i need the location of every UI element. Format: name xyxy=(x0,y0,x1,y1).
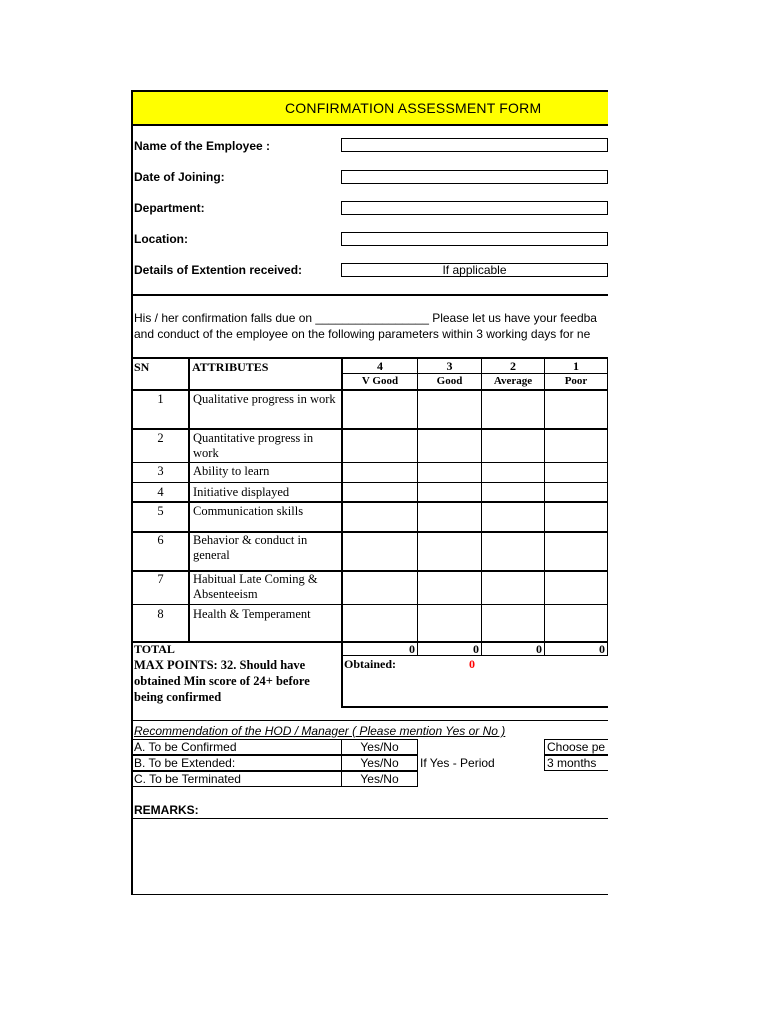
total-value: 0 xyxy=(409,642,415,656)
row-attribute: Ability to learn xyxy=(193,464,270,478)
rating-4-score: 4 xyxy=(377,359,383,373)
period-header: Choose pe xyxy=(544,739,608,755)
location-field[interactable] xyxy=(341,232,608,246)
fields-bottom-border xyxy=(131,294,608,296)
row-attribute: Habitual Late Coming & Absenteeism xyxy=(193,572,318,601)
rating-1-score: 1 xyxy=(573,359,579,373)
department-label: Department: xyxy=(134,201,205,215)
extension-details-label: Details of Extention received: xyxy=(134,263,303,277)
recommendation-top-border xyxy=(131,720,608,721)
row-attribute: Qualitative progress in work xyxy=(193,392,336,406)
recommendation-value[interactable]: Yes/No xyxy=(341,771,418,787)
attributes-header: ATTRIBUTES xyxy=(192,360,269,374)
row-attribute: Behavior & conduct in general xyxy=(193,533,308,562)
date-of-joining-label: Date of Joining: xyxy=(134,170,225,184)
remarks-label: REMARKS: xyxy=(134,803,199,817)
department-field[interactable] xyxy=(341,201,608,215)
max-points-note: MAX POINTS: 32. Should have obtained Min score of 24+ before being confirmed xyxy=(134,658,310,704)
total-label: TOTAL xyxy=(134,642,175,656)
rating-3-label: Good xyxy=(436,375,463,387)
recommendation-label: C. To be Terminated xyxy=(131,771,342,787)
row-sn: 7 xyxy=(157,572,164,586)
rating-3-score: 3 xyxy=(446,359,453,373)
instruction-line-1: His / her confirmation falls due on _________________ Please let us have your feedba xyxy=(134,311,597,325)
rating-1-label: Poor xyxy=(564,375,588,387)
obtained-label: Obtained: xyxy=(344,657,397,671)
recommendation-heading: Recommendation of the HOD / Manager ( Please mention Yes or No ) xyxy=(134,724,506,738)
period-select[interactable]: 3 months xyxy=(544,755,608,771)
remarks-area[interactable] xyxy=(133,819,608,894)
if-yes-period-label: If Yes - Period xyxy=(420,756,495,770)
total-value: 0 xyxy=(599,642,605,656)
row-attribute: Communication skills xyxy=(193,504,304,518)
form-bottom-border xyxy=(131,894,608,895)
form-sheet xyxy=(131,90,608,895)
form-title: CONFIRMATION ASSESSMENT FORM xyxy=(285,100,542,116)
instruction-line-2: and conduct of the employee on the following parameters within 3 working days for ne xyxy=(134,327,591,341)
rating-4-label: V Good xyxy=(361,375,399,387)
extension-details-field[interactable]: If applicable xyxy=(341,263,608,277)
row-attribute: Health & Temperament xyxy=(193,607,311,621)
title-bottom-border xyxy=(131,124,608,126)
row-sn: 2 xyxy=(157,431,164,445)
title-bar xyxy=(131,90,608,124)
row-sn: 3 xyxy=(157,464,164,478)
recommendation-value[interactable]: Yes/No xyxy=(341,739,418,755)
sn-header: SN xyxy=(134,360,150,374)
row-sn: 4 xyxy=(157,485,164,499)
employee-name-label: Name of the Employee : xyxy=(134,139,271,153)
total-value: 0 xyxy=(473,642,479,656)
rating-2-label: Average xyxy=(493,375,533,387)
row-sn: 6 xyxy=(157,533,164,547)
row-sn: 8 xyxy=(157,607,164,621)
employee-name-field[interactable] xyxy=(341,138,608,152)
date-of-joining-field[interactable] xyxy=(341,170,608,184)
row-sn: 1 xyxy=(157,392,164,406)
recommendation-label: A. To be Confirmed xyxy=(131,739,342,755)
row-sn: 5 xyxy=(157,504,164,518)
row-attribute: Quantitative progress in work xyxy=(193,431,314,460)
obtained-value: 0 xyxy=(469,657,475,671)
rating-2-score: 2 xyxy=(510,359,516,373)
recommendation-label: B. To be Extended: xyxy=(131,755,342,771)
total-value: 0 xyxy=(536,642,542,656)
row-attribute: Initiative displayed xyxy=(193,485,290,499)
location-label: Location: xyxy=(134,232,188,246)
recommendation-value[interactable]: Yes/No xyxy=(341,755,418,771)
